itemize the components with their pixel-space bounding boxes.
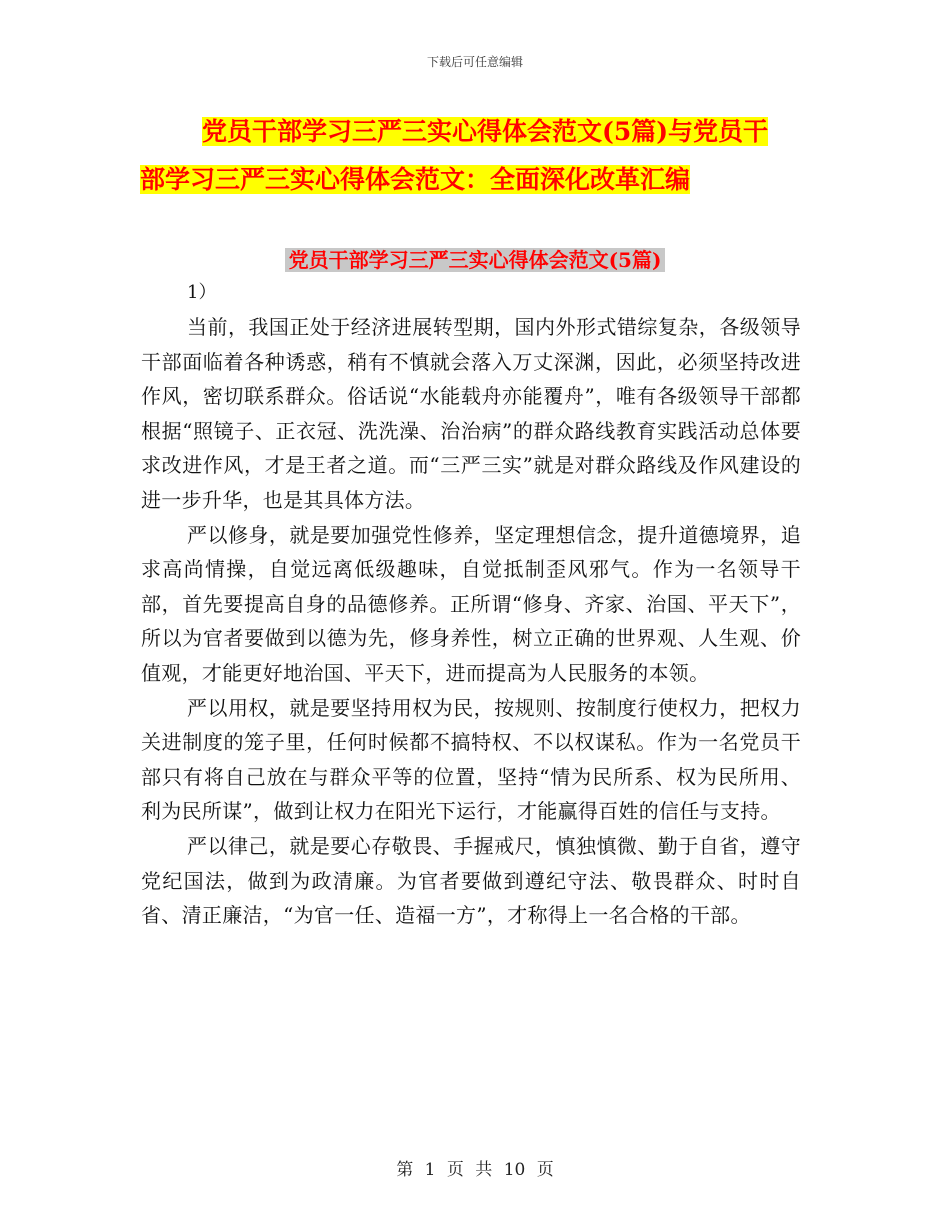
paragraph: 严以用权，就是要坚持用权为民，按规则、按制度行使权力，把权力关进制度的笼子里，任何时候都不搞特权、不以权谋私。作为一名党员干部只有将自己放在与群众平等的位置，坚持“情为民所系、权为民所用、利为民所谋”，做到让权力在阳光下运行，才能赢得百姓的信任与支持。 (141, 695, 801, 824)
document-title (140, 108, 820, 204)
title-highlight: 党员干部学习三严三实心得体会范文(5篇)与党员干 (202, 117, 769, 146)
section-number: 1） (187, 282, 217, 303)
paragraph: 当前，我国正处于经济进展转型期，国内外形式错综复杂，各级领导干部面临着各种诱惑，稍有不慎就会落入万丈深渊，因此，必须坚持改进作风，密切联系群众。俗话说“水能载舟亦能覆舟”，唯有各级领导干部都根据“照镜子、正衣冠、洗洗澡、治治病”的群众路线教育实践活动总体要求改进作风，才是王者之道。而“三严三实”就是对群众路线及作风建设的进一步升华，也是其具体方法。 (141, 315, 801, 512)
page-footer: 第 1 页 共 10 页 (396, 1160, 554, 1180)
document-title-line-2 (140, 156, 820, 204)
section-heading-text: 党员干部学习三严三实心得体会范文(5篇) (285, 248, 666, 272)
page-header-note: 下载后可任意编辑 (426, 55, 523, 69)
title-highlight: 部学习三严三实心得体会范文：全面深化改革汇编 (140, 165, 691, 194)
body-text (141, 310, 801, 933)
document-title-line-1 (140, 108, 820, 156)
paragraph: 严以律己，就是要心存敬畏、手握戒尺，慎独慎微、勤于自省，遵守党纪国法，做到为政清廉。为官者要做到遵纪守法、敬畏群众、时时自省、清正廉洁，“为官一任、造福一方”，才称得上一名合格的干部。 (141, 833, 801, 928)
section-heading (0, 244, 950, 273)
paragraph: 严以修身，就是要加强党性修养，坚定理想信念，提升道德境界，追求高尚情操，自觉远离低级趣味，自觉抵制歪风邪气。作为一名领导干部，首先要提高自身的品德修养。正所谓“修身、齐家、治国、平天下”，所以为官者要做到以德为先，修身养性，树立正确的世界观、人生观、价值观，才能更好地治国、平天下，进而提高为人民服务的本领。 (141, 522, 801, 685)
